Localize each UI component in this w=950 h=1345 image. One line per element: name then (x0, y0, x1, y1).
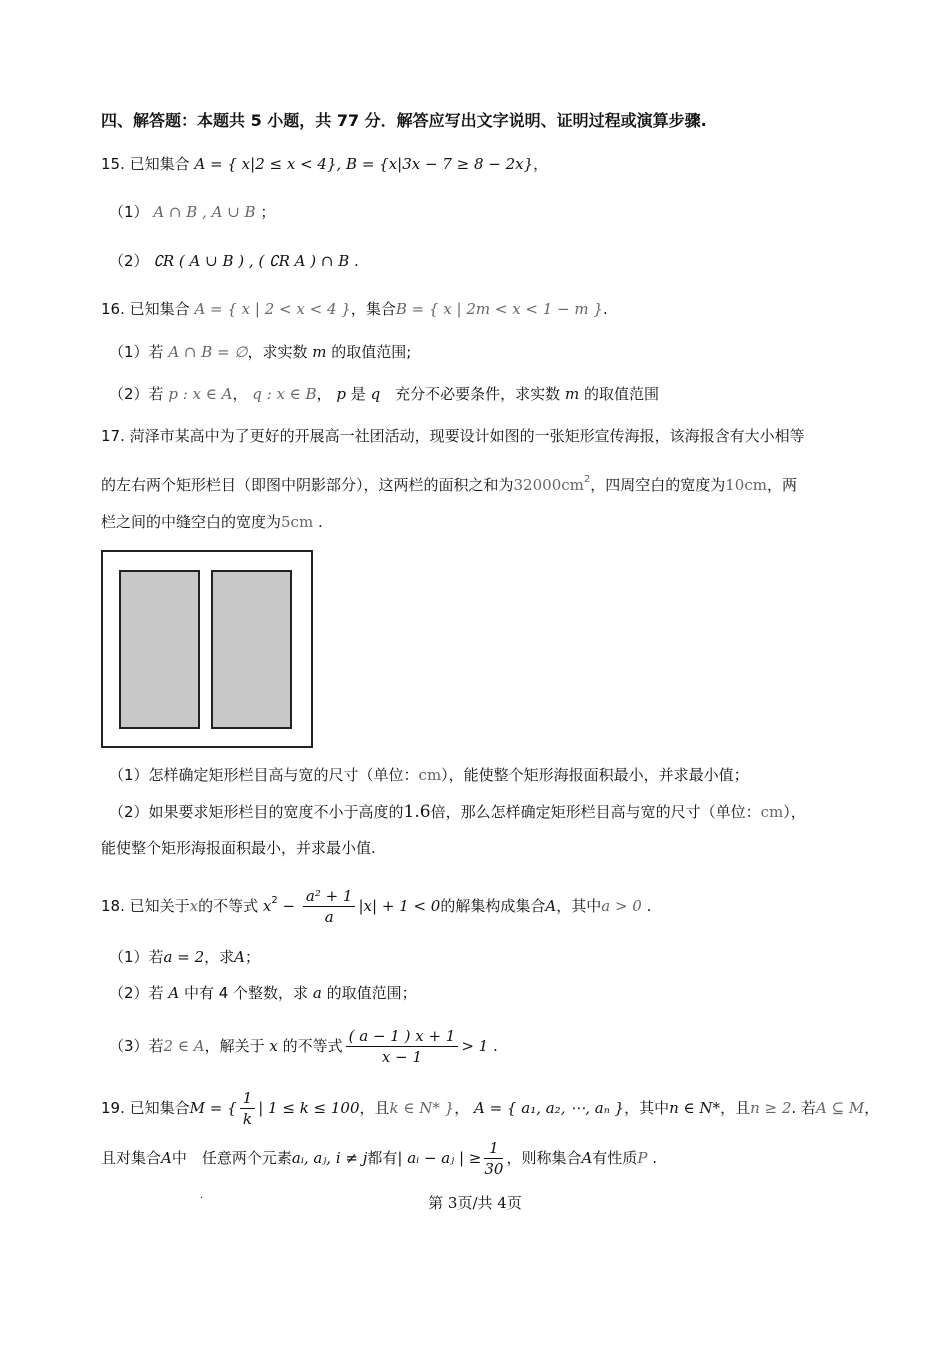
q16-part2: （2）若 p : x ∈ A， q : x ∈ B， p 是 q 充分不必要条件，求实数 m 的取值范围 (109, 385, 659, 403)
q15-sets: A = { x|2 ≤ x < 4}, B = {x|3x − 7 ≥ 8 − 2x} (194, 155, 534, 173)
left-column-rect (119, 570, 200, 729)
q15-part1: （1） A ∩ B , A ∪ B ； (109, 203, 276, 221)
q17-line2: 的左右两个矩形栏目（即图中阴影部分），这两栏的面积之和为$32000cm^2$，四周空白的宽度为10cm，两 (101, 474, 797, 494)
section-title: 四、解答题：本题共 5 小题，共 77 分．解答应写出文字说明、证明过程或演算步骤. (101, 111, 707, 130)
q17-part2-cont: 能使整个矩形海报面积最小，并求最小值. (101, 839, 376, 857)
q19-line2-fraction: $\frac{1}{30}$ (484, 1139, 504, 1178)
q19-fraction: $\frac{1}{k}$ (240, 1088, 256, 1129)
q17-part1: （1）怎样确定矩形栏目高与宽的尺寸（单位：cm），能使整个矩形海报面积最小，并求最小值； (109, 766, 749, 784)
q18-fraction: $\frac{\text{a² + 1}}{a}$ (303, 886, 356, 927)
q17-line1: 17. 菏泽市某高中为了更好的开展高一社团活动，现要设计如图的一张矩形宣传海报，该海报含有大小相等 (101, 427, 805, 445)
page-footer: 第 3页/共 4页 (428, 1194, 522, 1212)
poster-diagram (101, 550, 313, 748)
right-column-rect (211, 570, 292, 729)
q18-part1: （1）若a = 2，求A； (109, 948, 261, 966)
q19-line2: 且对集合A中 任意两个元素aᵢ, aⱼ, i ≠ j都有| aᵢ − aⱼ | ≥ $\frac{1}{30}$ ，则称集合A有性质P . (101, 1139, 657, 1178)
q17-part2: （2）如果要求矩形栏目的宽度不小于高度的1.6倍，那么怎样确定矩形栏目高与宽的尺寸（单位：cm）， (109, 802, 806, 822)
stray-dot: . (200, 1190, 204, 1201)
q15-stem: 15. 已知集合 A = { x|2 ≤ x < 4}, B = {x|3x − 7 ≥ 8 − 2x}， (101, 155, 549, 173)
q17-line3: 栏之间的中缝空白的宽度为5cm . (101, 513, 323, 531)
q16-part1: （1）若 A ∩ B = ∅，求实数 m 的取值范围; (109, 343, 412, 361)
q18-part2: （2）若 A 中有 4 个整数，求 a 的取值范围； (109, 984, 417, 1002)
q18-stem: 18. 已知关于x的不等式 $x^2$ − $\frac{\text{a² + 1}}{a}$ |x| + 1 < 0的解集构成集合A，其中a > 0 . (101, 887, 652, 926)
q18-part3: （3）若2 ∈ A，解关于 x 的不等式 $\frac{( a - 1 ) x + 1}{x - 1}$ > 1 . (109, 1027, 498, 1066)
q16-stem: 16. 已知集合 A = { x | 2 < x < 4 }，集合B = { x | 2m < x < 1 − m }. (101, 300, 608, 318)
q15-part2: （2） ∁R ( A ∪ B ) , ( ∁R A ) ∩ B . (109, 252, 359, 270)
q18-part3-fraction: $\frac{( a - 1 ) x + 1}{x - 1}$ (346, 1026, 459, 1067)
q19-line1: 19. 已知集合M = { $\frac{1}{k}$ | 1 ≤ k ≤ 100，且k ∈ N* }， A = { a₁, a₂, ⋯, aₙ }，其中n ∈ N*，且n ≥ 2. 若A ⊆ M， (101, 1089, 880, 1128)
